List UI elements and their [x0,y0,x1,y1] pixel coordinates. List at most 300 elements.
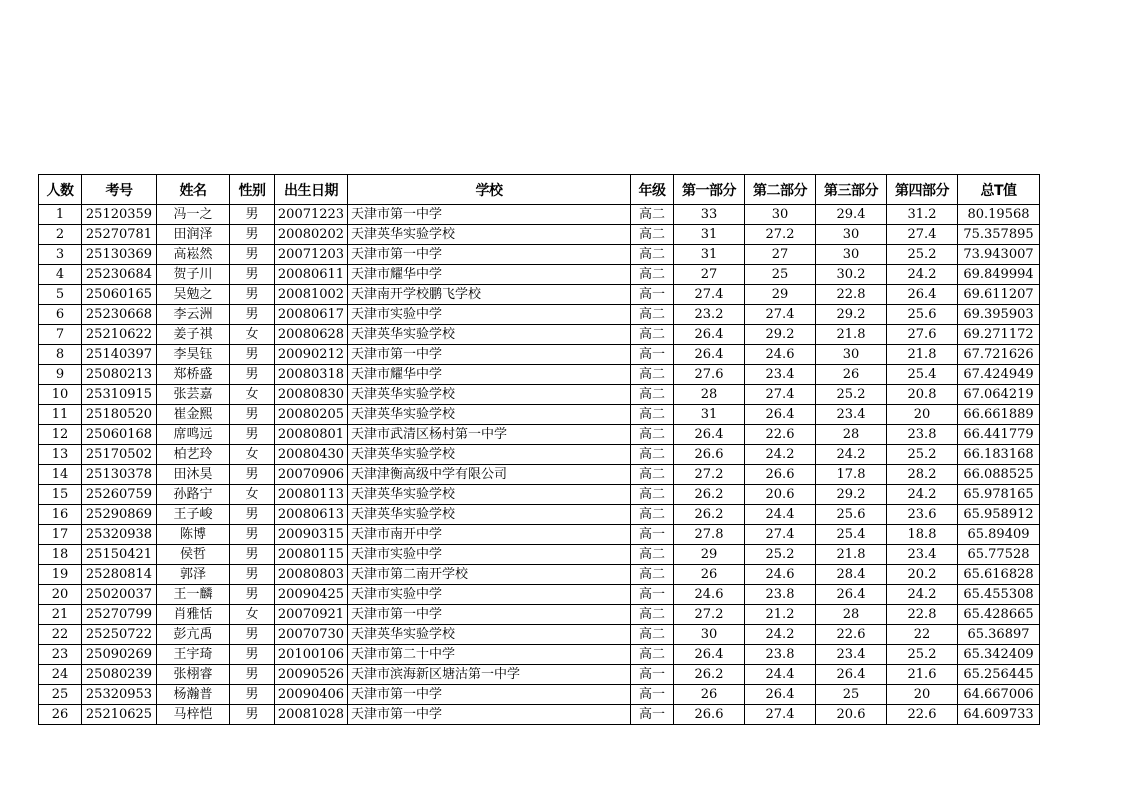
cell-count: 1 [39,205,82,225]
cell-school: 天津市实验中学 [348,585,631,605]
cell-birthdate: 20070921 [275,605,348,625]
cell-part4: 23.8 [887,425,958,445]
cell-school: 天津市实验中学 [348,305,631,325]
cell-name: 贺子川 [157,265,230,285]
cell-part3: 30 [816,225,887,245]
cell-school: 天津英华实验学校 [348,505,631,525]
cell-grade: 高一 [631,705,674,725]
cell-part4: 20 [887,685,958,705]
table-row [39,385,1040,405]
cell-school: 天津市耀华中学 [348,265,631,285]
cell-part3: 28 [816,605,887,625]
cell-school: 天津南开学校鹏飞学校 [348,285,631,305]
cell-name: 彭亢禹 [157,625,230,645]
cell-school: 天津市耀华中学 [348,365,631,385]
cell-name: 陈博 [157,525,230,545]
cell-part4: 28.2 [887,465,958,485]
cell-school: 天津市南开中学 [348,525,631,545]
cell-birthdate: 20090212 [275,345,348,365]
cell-name: 杨瀚普 [157,685,230,705]
cell-count: 20 [39,585,82,605]
cell-grade: 高二 [631,425,674,445]
cell-exam-id: 25090269 [82,645,157,665]
cell-part2: 29.2 [745,325,816,345]
cell-total-t: 69.395903 [958,305,1040,325]
table-row [39,585,1040,605]
cell-birthdate: 20071203 [275,245,348,265]
cell-name: 王宇琦 [157,645,230,665]
cell-part2: 24.2 [745,625,816,645]
header-cell-count: 人数 [39,175,82,205]
cell-part1: 27.8 [674,525,745,545]
cell-name: 田沐昊 [157,465,230,485]
cell-grade: 高二 [631,225,674,245]
cell-gender: 男 [230,525,275,545]
table-row [39,325,1040,345]
cell-school: 天津市第一中学 [348,205,631,225]
table-body [39,205,1040,725]
cell-count: 14 [39,465,82,485]
cell-gender: 女 [230,485,275,505]
cell-name: 侯哲 [157,545,230,565]
score-sheet [38,174,1040,725]
cell-grade: 高二 [631,405,674,425]
cell-part2: 20.6 [745,485,816,505]
cell-exam-id: 25080213 [82,365,157,385]
cell-school: 天津市第一中学 [348,345,631,365]
cell-birthdate: 20100106 [275,645,348,665]
cell-part2: 26.4 [745,685,816,705]
cell-exam-id: 25230684 [82,265,157,285]
cell-gender: 女 [230,445,275,465]
cell-part3: 25.6 [816,505,887,525]
cell-part3: 26.4 [816,665,887,685]
cell-part1: 26.4 [674,345,745,365]
cell-birthdate: 20090406 [275,685,348,705]
cell-exam-id: 25320953 [82,685,157,705]
cell-count: 22 [39,625,82,645]
cell-name: 李昊钰 [157,345,230,365]
cell-birthdate: 20080617 [275,305,348,325]
cell-grade: 高二 [631,305,674,325]
cell-grade: 高二 [631,505,674,525]
cell-exam-id: 25080239 [82,665,157,685]
cell-part2: 24.4 [745,505,816,525]
cell-part1: 27.2 [674,465,745,485]
cell-name: 郭泽 [157,565,230,585]
cell-part4: 21.6 [887,665,958,685]
header-cell-grade: 年级 [631,175,674,205]
cell-total-t: 69.611207 [958,285,1040,305]
cell-total-t: 65.342409 [958,645,1040,665]
cell-count: 25 [39,685,82,705]
cell-part2: 21.2 [745,605,816,625]
cell-total-t: 65.77528 [958,545,1040,565]
table-row [39,545,1040,565]
cell-count: 2 [39,225,82,245]
cell-gender: 男 [230,705,275,725]
cell-exam-id: 25140397 [82,345,157,365]
table-row [39,285,1040,305]
cell-grade: 高二 [631,485,674,505]
cell-exam-id: 25230668 [82,305,157,325]
cell-gender: 男 [230,645,275,665]
cell-count: 24 [39,665,82,685]
cell-part2: 29 [745,285,816,305]
cell-count: 10 [39,385,82,405]
cell-part3: 23.4 [816,645,887,665]
cell-birthdate: 20090425 [275,585,348,605]
cell-exam-id: 25310915 [82,385,157,405]
cell-school: 天津市第一中学 [348,685,631,705]
cell-count: 26 [39,705,82,725]
cell-exam-id: 25290869 [82,505,157,525]
cell-exam-id: 25170502 [82,445,157,465]
score-table [38,174,1040,725]
cell-part2: 24.6 [745,565,816,585]
cell-part3: 17.8 [816,465,887,485]
cell-part3: 26 [816,365,887,385]
cell-total-t: 65.428665 [958,605,1040,625]
cell-school: 天津英华实验学校 [348,405,631,425]
cell-name: 王一麟 [157,585,230,605]
header-cell-exam-id: 考号 [82,175,157,205]
cell-name: 柏艺玲 [157,445,230,465]
cell-name: 崔金熙 [157,405,230,425]
cell-school: 天津英华实验学校 [348,225,631,245]
cell-part3: 20.6 [816,705,887,725]
cell-school: 天津市滨海新区塘沽第一中学 [348,665,631,685]
cell-part1: 26.6 [674,445,745,465]
header-cell-part4: 第四部分 [887,175,958,205]
table-row [39,565,1040,585]
cell-part4: 25.4 [887,365,958,385]
cell-gender: 男 [230,565,275,585]
cell-part3: 21.8 [816,325,887,345]
cell-part4: 23.4 [887,545,958,565]
cell-part2: 27.4 [745,525,816,545]
cell-part1: 27.2 [674,605,745,625]
cell-name: 吴勉之 [157,285,230,305]
cell-part3: 25 [816,685,887,705]
cell-part3: 24.2 [816,445,887,465]
cell-exam-id: 25020037 [82,585,157,605]
cell-count: 12 [39,425,82,445]
cell-name: 李云洲 [157,305,230,325]
cell-part3: 30.2 [816,265,887,285]
cell-part2: 27.2 [745,225,816,245]
table-row [39,705,1040,725]
cell-grade: 高二 [631,245,674,265]
header-cell-name: 姓名 [157,175,230,205]
cell-grade: 高二 [631,265,674,285]
cell-count: 18 [39,545,82,565]
cell-part2: 26.4 [745,405,816,425]
cell-part1: 27.4 [674,285,745,305]
cell-school: 天津英华实验学校 [348,445,631,465]
table-row [39,265,1040,285]
cell-part4: 24.2 [887,265,958,285]
cell-exam-id: 25130378 [82,465,157,485]
cell-total-t: 65.455308 [958,585,1040,605]
cell-gender: 男 [230,685,275,705]
cell-grade: 高二 [631,385,674,405]
cell-part4: 25.6 [887,305,958,325]
cell-exam-id: 25060168 [82,425,157,445]
cell-grade: 高二 [631,325,674,345]
cell-part1: 28 [674,385,745,405]
cell-birthdate: 20080202 [275,225,348,245]
cell-name: 冯一之 [157,205,230,225]
cell-school: 天津市第二十中学 [348,645,631,665]
cell-part2: 25 [745,265,816,285]
cell-total-t: 65.256445 [958,665,1040,685]
cell-part1: 31 [674,405,745,425]
cell-part2: 24.4 [745,665,816,685]
cell-exam-id: 25210625 [82,705,157,725]
cell-count: 17 [39,525,82,545]
cell-part2: 27.4 [745,385,816,405]
cell-birthdate: 20090526 [275,665,348,685]
cell-part1: 26.4 [674,325,745,345]
cell-gender: 男 [230,225,275,245]
cell-part3: 21.8 [816,545,887,565]
cell-part2: 30 [745,205,816,225]
cell-total-t: 66.661889 [958,405,1040,425]
cell-name: 张芸嘉 [157,385,230,405]
cell-part3: 23.4 [816,405,887,425]
table-row [39,305,1040,325]
cell-grade: 高二 [631,545,674,565]
cell-name: 孙路宁 [157,485,230,505]
header-cell-part2: 第二部分 [745,175,816,205]
cell-birthdate: 20081028 [275,705,348,725]
table-row [39,205,1040,225]
cell-total-t: 67.721626 [958,345,1040,365]
cell-total-t: 67.064219 [958,385,1040,405]
cell-gender: 男 [230,285,275,305]
cell-total-t: 69.849994 [958,265,1040,285]
cell-grade: 高二 [631,605,674,625]
cell-count: 16 [39,505,82,525]
cell-part3: 29.4 [816,205,887,225]
cell-total-t: 75.357895 [958,225,1040,245]
table-row [39,365,1040,385]
cell-name: 王子峻 [157,505,230,525]
cell-grade: 高一 [631,285,674,305]
cell-part2: 24.6 [745,345,816,365]
cell-name: 肖雅恬 [157,605,230,625]
cell-part4: 22 [887,625,958,645]
cell-part3: 26.4 [816,585,887,605]
cell-gender: 男 [230,305,275,325]
cell-count: 23 [39,645,82,665]
cell-part2: 23.8 [745,585,816,605]
cell-birthdate: 20090315 [275,525,348,545]
cell-part1: 27 [674,265,745,285]
cell-school: 天津市武清区杨村第一中学 [348,425,631,445]
cell-count: 19 [39,565,82,585]
cell-part4: 21.8 [887,345,958,365]
cell-exam-id: 25320938 [82,525,157,545]
cell-grade: 高二 [631,445,674,465]
cell-part2: 27.4 [745,305,816,325]
cell-part2: 24.2 [745,445,816,465]
cell-total-t: 64.667006 [958,685,1040,705]
cell-total-t: 65.978165 [958,485,1040,505]
cell-exam-id: 25130369 [82,245,157,265]
cell-grade: 高一 [631,585,674,605]
cell-count: 13 [39,445,82,465]
table-row [39,505,1040,525]
cell-part1: 26 [674,685,745,705]
cell-birthdate: 20080113 [275,485,348,505]
cell-part4: 24.2 [887,585,958,605]
cell-exam-id: 25250722 [82,625,157,645]
table-row [39,665,1040,685]
cell-school: 天津英华实验学校 [348,385,631,405]
cell-part4: 22.6 [887,705,958,725]
header-cell-total-t: 总T值 [958,175,1040,205]
table-row [39,645,1040,665]
cell-total-t: 64.609733 [958,705,1040,725]
cell-part1: 26.6 [674,705,745,725]
header-cell-part3: 第三部分 [816,175,887,205]
cell-grade: 高二 [631,625,674,645]
cell-birthdate: 20070906 [275,465,348,485]
cell-count: 11 [39,405,82,425]
cell-total-t: 66.441779 [958,425,1040,445]
cell-school: 天津英华实验学校 [348,485,631,505]
cell-total-t: 65.89409 [958,525,1040,545]
cell-gender: 男 [230,245,275,265]
table-row [39,245,1040,265]
cell-grade: 高一 [631,345,674,365]
cell-grade: 高一 [631,525,674,545]
cell-part4: 22.8 [887,605,958,625]
cell-total-t: 66.183168 [958,445,1040,465]
cell-gender: 男 [230,405,275,425]
cell-gender: 男 [230,585,275,605]
table-row [39,345,1040,365]
cell-part1: 33 [674,205,745,225]
header-cell-birthdate: 出生日期 [275,175,348,205]
cell-total-t: 66.088525 [958,465,1040,485]
cell-birthdate: 20080611 [275,265,348,285]
cell-school: 天津市第一中学 [348,705,631,725]
cell-part1: 26.4 [674,425,745,445]
cell-part2: 23.8 [745,645,816,665]
cell-part3: 22.6 [816,625,887,645]
table-row [39,685,1040,705]
cell-birthdate: 20080628 [275,325,348,345]
cell-school: 天津市第一中学 [348,245,631,265]
cell-part4: 25.2 [887,645,958,665]
cell-exam-id: 25120359 [82,205,157,225]
cell-count: 3 [39,245,82,265]
cell-grade: 高二 [631,645,674,665]
cell-total-t: 65.616828 [958,565,1040,585]
cell-part1: 24.6 [674,585,745,605]
cell-part1: 26.2 [674,485,745,505]
cell-gender: 男 [230,265,275,285]
cell-name: 田润泽 [157,225,230,245]
cell-total-t: 69.271172 [958,325,1040,345]
cell-name: 高崧然 [157,245,230,265]
cell-part4: 25.2 [887,445,958,465]
cell-birthdate: 20080803 [275,565,348,585]
cell-exam-id: 25260759 [82,485,157,505]
table-row [39,465,1040,485]
cell-exam-id: 25210622 [82,325,157,345]
cell-gender: 男 [230,505,275,525]
cell-part4: 27.6 [887,325,958,345]
cell-name: 姜子祺 [157,325,230,345]
cell-count: 15 [39,485,82,505]
cell-part3: 22.8 [816,285,887,305]
cell-part4: 20 [887,405,958,425]
cell-grade: 高二 [631,365,674,385]
table-row [39,525,1040,545]
table-row [39,425,1040,445]
header-cell-part1: 第一部分 [674,175,745,205]
cell-birthdate: 20071223 [275,205,348,225]
cell-part3: 25.2 [816,385,887,405]
cell-grade: 高二 [631,465,674,485]
cell-school: 天津英华实验学校 [348,325,631,345]
cell-grade: 高一 [631,685,674,705]
cell-total-t: 67.424949 [958,365,1040,385]
cell-name: 张栩睿 [157,665,230,685]
cell-part3: 30 [816,245,887,265]
cell-part1: 26.2 [674,505,745,525]
cell-gender: 女 [230,325,275,345]
cell-grade: 高一 [631,665,674,685]
cell-part4: 20.8 [887,385,958,405]
cell-gender: 女 [230,385,275,405]
cell-part1: 27.6 [674,365,745,385]
cell-school: 天津市第二南开学校 [348,565,631,585]
cell-part4: 24.2 [887,485,958,505]
cell-part4: 27.4 [887,225,958,245]
cell-part3: 29.2 [816,485,887,505]
cell-part4: 26.4 [887,285,958,305]
cell-exam-id: 25150421 [82,545,157,565]
cell-part1: 30 [674,625,745,645]
cell-part4: 25.2 [887,245,958,265]
cell-grade: 高二 [631,205,674,225]
cell-gender: 男 [230,545,275,565]
cell-count: 4 [39,265,82,285]
cell-part4: 31.2 [887,205,958,225]
header-row [39,175,1040,205]
table-row [39,625,1040,645]
cell-birthdate: 20080613 [275,505,348,525]
cell-count: 5 [39,285,82,305]
cell-school: 天津市第一中学 [348,605,631,625]
cell-gender: 男 [230,625,275,645]
table-row [39,405,1040,425]
cell-part3: 29.2 [816,305,887,325]
cell-exam-id: 25060165 [82,285,157,305]
cell-gender: 男 [230,345,275,365]
cell-part2: 27.4 [745,705,816,725]
cell-birthdate: 20080801 [275,425,348,445]
header-cell-gender: 性别 [230,175,275,205]
cell-part3: 30 [816,345,887,365]
cell-part3: 28 [816,425,887,445]
cell-school: 天津市实验中学 [348,545,631,565]
